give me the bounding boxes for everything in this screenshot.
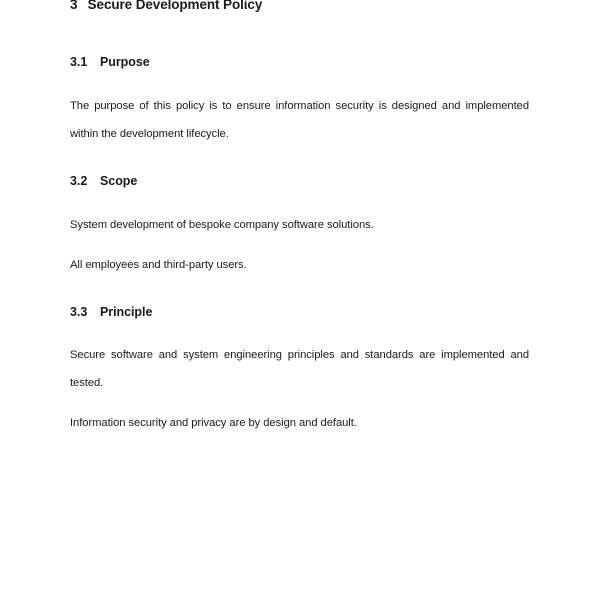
section-number-purpose: 3.1 [70,55,88,70]
section-title-principle: Principle [100,305,153,320]
section-title-scope: Scope [100,174,138,189]
paragraph-scope-1: System development of bespoke company software solutions. [70,219,374,232]
section-heading-principle [70,304,529,320]
section-heading-scope [70,173,529,189]
paragraph-principle-1: Secure software and system engineering principles and standards are implemented and tested. [70,349,529,390]
section-number-principle: 3.3 [70,305,88,320]
paragraph-scope-2: All employees and third-party users. [70,259,247,272]
section-number-scope: 3.2 [70,174,88,189]
paragraph-purpose-1: The purpose of this policy is to ensure information security is designed and implemented within the development lifecycle. [70,100,529,141]
document-title-text: Secure Development Policy [87,0,263,13]
section-heading-purpose [70,54,529,70]
document-title-number: 3 [70,0,78,13]
paragraph-principle-2: Information security and privacy are by design and default. [70,417,357,430]
document-title [70,0,529,14]
section-title-purpose: Purpose [100,55,150,70]
